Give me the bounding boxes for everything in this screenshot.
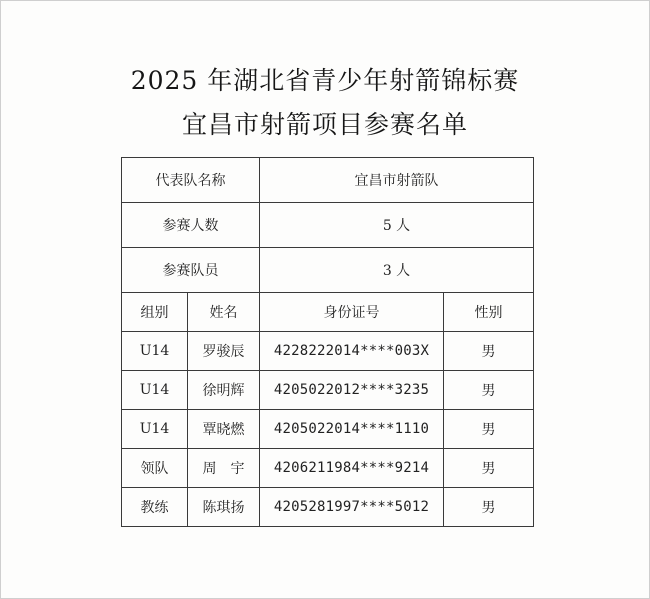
cell-id: 4205022012****3235 [260, 371, 444, 410]
cell-id: 4206211984****9214 [260, 449, 444, 488]
cell-gender: 男 [444, 410, 534, 449]
cell-name: 罗骏辰 [188, 332, 260, 371]
summary-value: 宜昌市射箭队 [260, 158, 534, 203]
table-row [122, 488, 534, 527]
cell-group: 领队 [122, 449, 188, 488]
summary-label: 参赛人数 [122, 203, 260, 248]
table-row [122, 332, 534, 371]
cell-group: U14 [122, 371, 188, 410]
cell-name: 周 宇 [188, 449, 260, 488]
table-row [122, 371, 534, 410]
column-header-gender: 性别 [444, 293, 534, 332]
summary-value: 5 人 [260, 203, 534, 248]
cell-group: 教练 [122, 488, 188, 527]
column-header-group: 组别 [122, 293, 188, 332]
roster-table [121, 157, 534, 527]
cell-id: 4228222014****003X [260, 332, 444, 371]
cell-gender: 男 [444, 332, 534, 371]
summary-row-athletes [122, 248, 534, 293]
column-header-row [122, 293, 534, 332]
column-header-id: 身份证号 [260, 293, 444, 332]
cell-gender: 男 [444, 449, 534, 488]
cell-gender: 男 [444, 488, 534, 527]
table-row [122, 410, 534, 449]
summary-value: 3 人 [260, 248, 534, 293]
table-row [122, 449, 534, 488]
cell-name: 覃晓燃 [188, 410, 260, 449]
summary-row-participants [122, 203, 534, 248]
cell-name: 陈琪扬 [188, 488, 260, 527]
summary-label: 参赛队员 [122, 248, 260, 293]
summary-label: 代表队名称 [122, 158, 260, 203]
document-title: 2025 年湖北省青少年射箭锦标赛 [130, 66, 520, 95]
document-subtitle: 宜昌市射箭项目参赛名单 [181, 110, 468, 139]
cell-group: U14 [122, 410, 188, 449]
cell-id: 4205281997****5012 [260, 488, 444, 527]
cell-name: 徐明辉 [188, 371, 260, 410]
summary-row-team [122, 158, 534, 203]
cell-gender: 男 [444, 371, 534, 410]
cell-id: 4205022014****1110 [260, 410, 444, 449]
cell-group: U14 [122, 332, 188, 371]
column-header-name: 姓名 [188, 293, 260, 332]
